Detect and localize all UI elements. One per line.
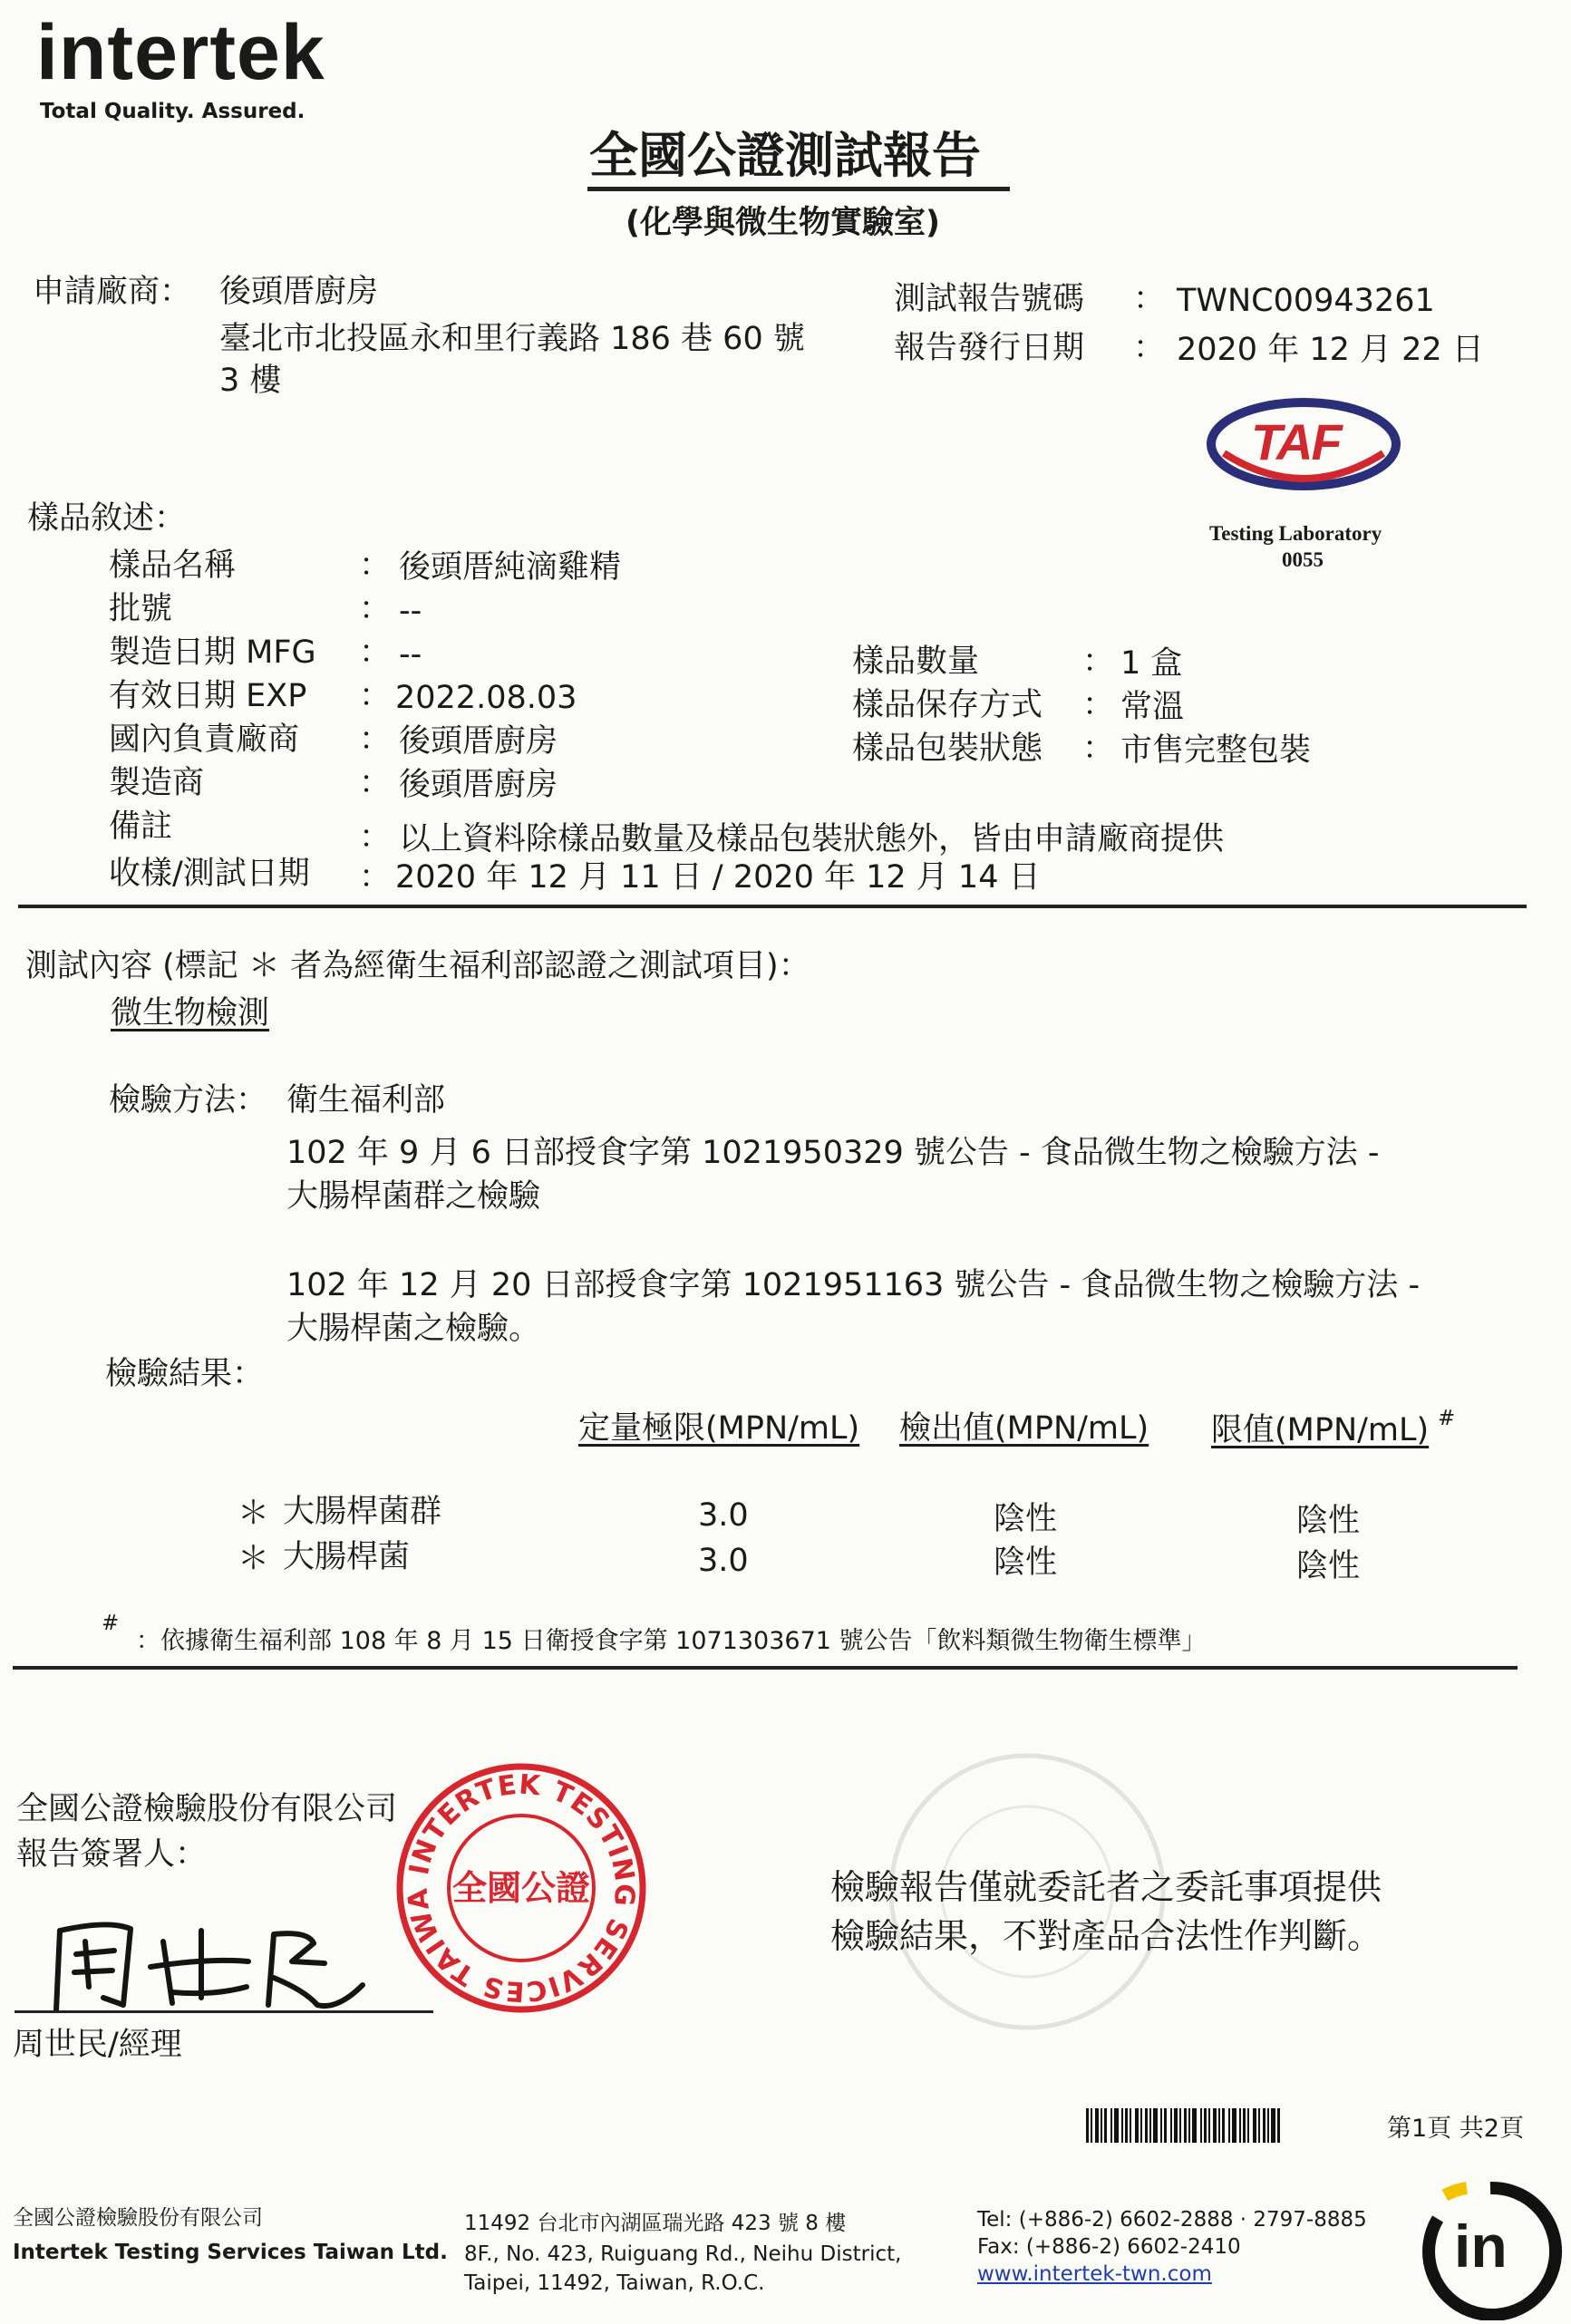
footer-address-en: 8F., No. 423, Ruiguang Rd., Neihu District, [464, 2242, 902, 2266]
method-1: 102 年 9 月 6 日部授食字第 1021950329 號公告 - 食品微生物之檢驗方法 - [286, 1135, 1380, 1171]
method-2-name: 大腸桿菌之檢驗。 [286, 1311, 541, 1347]
sample-row-label: 製造日期 MFG [109, 634, 316, 671]
applicant-address-floor: 3 樓 [219, 363, 282, 399]
result-detected: 陰性 [994, 1501, 1058, 1537]
column-header: 定量極限(MPN/mL) [578, 1410, 860, 1447]
title-underline [587, 187, 1010, 191]
sample-row-colon: ： [359, 591, 392, 627]
sample-right-colon: ： [1082, 687, 1115, 723]
sample-section-label: 樣品敘述： [27, 500, 187, 537]
intertek-corner-logo [1418, 2179, 1563, 2320]
test-category: 微生物檢測 [111, 995, 270, 1031]
footer-fax: Fax: (+886-2) 6602-2410 [977, 2235, 1241, 2259]
report-title: 全國公證測試報告 [589, 127, 981, 184]
signature-line [15, 2010, 433, 2013]
result-item: 大腸桿菌群 [283, 1494, 442, 1530]
column-header: 限值(MPN/mL) [1211, 1412, 1430, 1448]
handwritten-signature [36, 1903, 372, 2021]
column-header: 檢出值(MPN/mL) [899, 1410, 1149, 1447]
applicant-label: 申請廠商： [33, 274, 192, 310]
sample-row-value: -- [399, 593, 422, 629]
limit-footnote-mark: # [1438, 1407, 1456, 1430]
applicant-address: 臺北市北投區永和里行義路 186 巷 60 號 [219, 321, 805, 357]
intertek-logo: intertek [36, 9, 325, 96]
sample-row-label: 備註 [109, 809, 173, 845]
issue-date-colon: ： [1133, 330, 1166, 366]
sample-row-value: 後頭厝廚房 [399, 723, 558, 760]
issue-date: 2020 年 12 月 22 日 [1177, 332, 1484, 368]
corner-logo-text: in [1454, 2213, 1508, 2280]
sample-right-label: 樣品保存方式 [852, 687, 1043, 723]
sample-row-value: 後頭厝廚房 [399, 767, 558, 803]
report-subtitle: (化學與微生物實驗室) [625, 205, 940, 241]
company-stamp [393, 1760, 649, 2016]
test-content-label: 測試內容 (標記 ＊ 者為經衛生福利部認證之測試項目)： [25, 948, 810, 984]
sample-row-colon: ： [359, 678, 392, 714]
sample-row-colon: ： [359, 765, 392, 801]
disclaimer-line2: 檢驗結果，不對產品合法性作判斷。 [830, 1916, 1382, 1956]
method-org: 衛生福利部 [286, 1082, 446, 1118]
applicant-name: 後頭厝廚房 [219, 274, 379, 310]
sample-row-value: -- [399, 636, 422, 673]
page-indicator: 第1頁 共2頁 [1387, 2115, 1524, 2143]
sample-row-colon: ： [359, 547, 392, 584]
sample-right-label: 樣品包裝狀態 [852, 731, 1043, 767]
sample-row-colon: ： [359, 819, 392, 856]
method-1-name: 大腸桿菌群之檢驗 [286, 1178, 541, 1215]
footer-website[interactable]: www.intertek-twn.com [977, 2262, 1212, 2286]
report-number-label: 測試報告號碼 [894, 281, 1085, 317]
result-detected: 陰性 [994, 1544, 1058, 1581]
barcode [1086, 2108, 1356, 2143]
sample-row-label: 國內負責廠商 [109, 721, 300, 758]
sample-row-colon: ： [359, 859, 392, 896]
footer-company-en: Intertek Testing Services Taiwan Ltd. [13, 2241, 448, 2264]
method-label: 檢驗方法： [109, 1082, 268, 1118]
sample-right-label: 樣品數量 [852, 644, 980, 680]
footer-company-zh: 全國公證檢驗股份有限公司 [13, 2206, 263, 2230]
footnote-mark: # [102, 1612, 120, 1635]
sample-row-label: 有效日期 EXP [109, 678, 307, 714]
taf-logo [1206, 397, 1401, 491]
sample-row-value: 以上資料除樣品數量及樣品包裝狀態外，皆由申請廠商提供 [399, 821, 1225, 857]
report-number-colon: ： [1133, 281, 1166, 317]
stamp-center-text: 全國公證 [451, 1868, 591, 1908]
taf-number: 0055 [1282, 548, 1324, 571]
issue-date-label: 報告發行日期 [894, 330, 1085, 366]
tagline: Total Quality. Assured. [40, 100, 305, 123]
sample-row-value: 後頭厝純滴雞精 [399, 549, 622, 586]
sample-right-colon: ： [1082, 644, 1115, 680]
sample-right-value: 常溫 [1120, 689, 1185, 725]
section-divider [18, 905, 1527, 908]
result-item: 大腸桿菌 [283, 1539, 411, 1575]
sample-right-value: 市售完整包裝 [1120, 732, 1312, 769]
taf-logo-text: TAF [1251, 413, 1341, 470]
result-star: ＊ [238, 1541, 270, 1577]
footnote: ：依據衛生福利部 108 年 8 月 15 日衛授食字第 1071303671 號公告「飲料類微生物衛生標準」 [136, 1627, 1207, 1655]
result-limit: 陰性 [1296, 1548, 1361, 1584]
result-label: 檢驗結果： [105, 1356, 265, 1392]
footer-address-city: Taipei, 11492, Taiwan, R.O.C. [464, 2271, 765, 2295]
taf-caption: Testing Laboratory [1209, 522, 1382, 545]
sample-row-label: 批號 [109, 591, 173, 627]
signer-name: 周世民/經理 [13, 2027, 182, 2063]
report-number: TWNC00943261 [1177, 283, 1435, 319]
sample-row-colon: ： [359, 721, 392, 758]
sample-right-colon: ： [1082, 731, 1115, 767]
sample-row-label: 製造商 [109, 765, 205, 801]
signing-company: 全國公證檢驗股份有限公司 [16, 1791, 398, 1827]
sample-row-value: 2022.08.03 [395, 680, 577, 716]
footnote-divider [13, 1666, 1518, 1670]
sample-row-value: 2020 年 12 月 11 日 / 2020 年 12 月 14 日 [395, 859, 1041, 896]
sample-row-colon: ： [359, 634, 392, 671]
signer-label: 報告簽署人： [16, 1836, 208, 1873]
method-2: 102 年 12 月 20 日部授食字第 1021951163 號公告 - 食品微生物之檢驗方法 - [286, 1267, 1421, 1303]
disclaimer-line1: 檢驗報告僅就委託者之委託事項提供 [830, 1867, 1382, 1907]
footer-tel: Tel: (+886-2) 6602-2888 · 2797-8885 [977, 2208, 1367, 2232]
sample-row-label: 樣品名稱 [109, 547, 237, 584]
result-loq: 3.0 [698, 1543, 749, 1579]
result-star: ＊ [238, 1496, 270, 1532]
footer-address-zh: 11492 台北市內湖區瑞光路 423 號 8 樓 [464, 2212, 847, 2235]
result-loq: 3.0 [698, 1497, 749, 1534]
stamp-outer-text: INTERTEK TESTING SERVICES TAIWA [402, 1768, 641, 2008]
result-limit: 陰性 [1296, 1503, 1361, 1539]
sample-row-label: 收樣/測試日期 [109, 856, 310, 892]
sample-right-value: 1 盒 [1120, 645, 1183, 682]
